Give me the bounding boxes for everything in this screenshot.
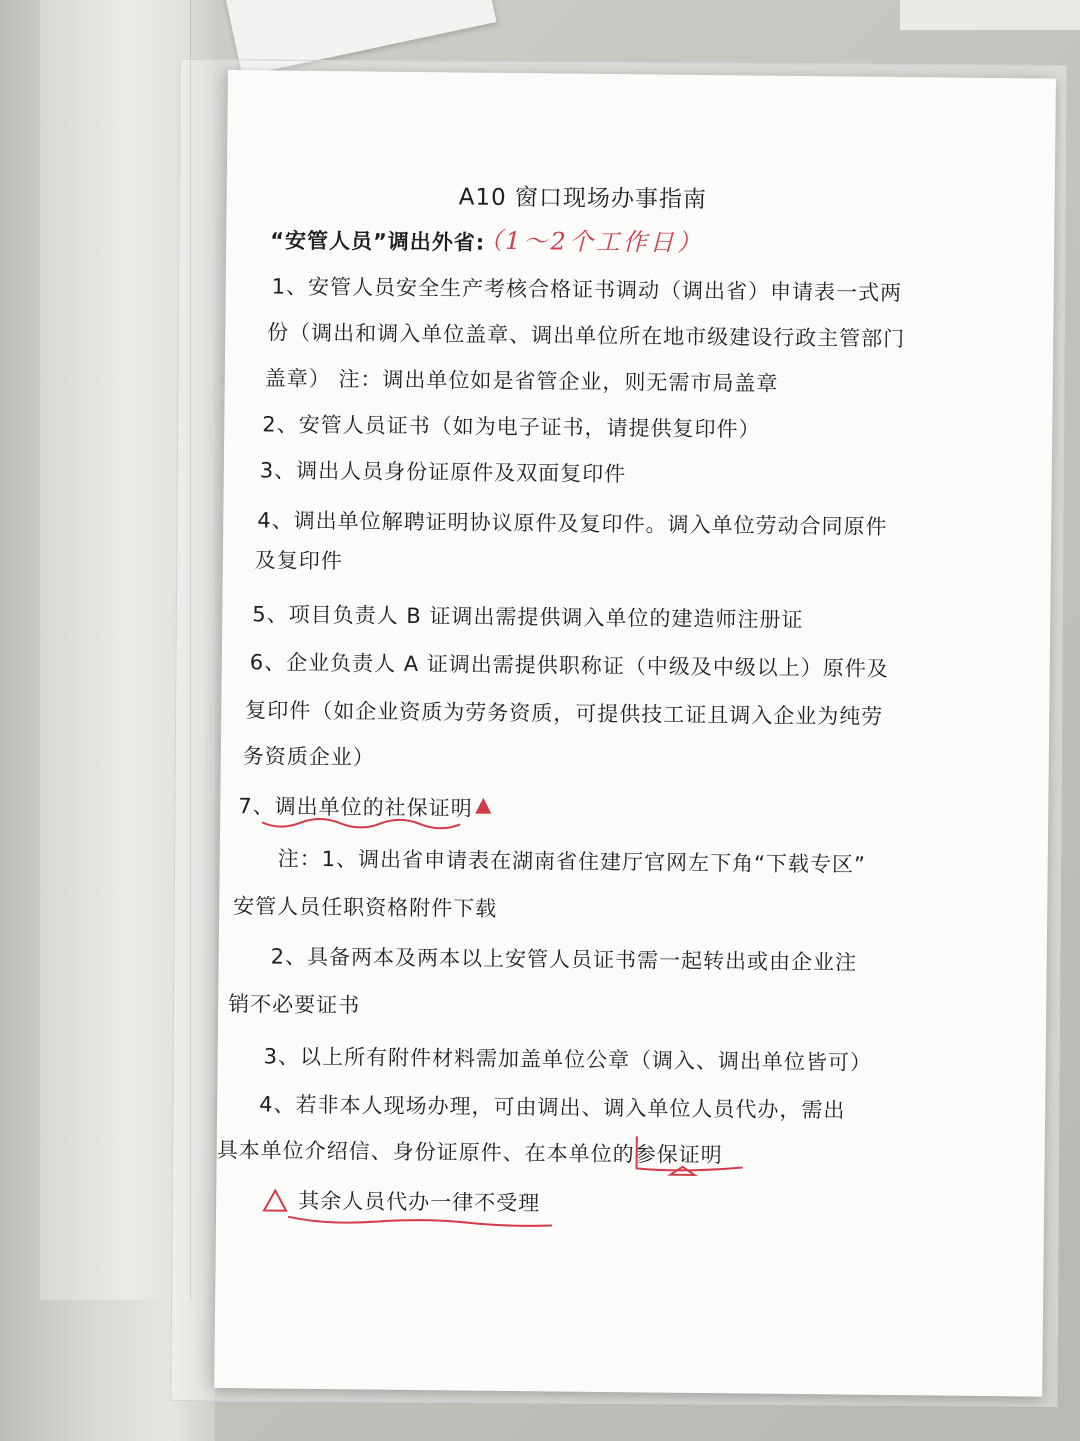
item-line-8: 5、项目负责人 B 证调出需提供调入单位的建造师注册证 [252, 602, 804, 633]
note-line-5: 3、以上所有附件材料需加盖单位公章（调入、调出单位皆可） [263, 1044, 873, 1075]
document-page [214, 70, 1056, 1397]
item-line-11: 务资质企业） [242, 744, 375, 770]
red-underline-social-security [260, 812, 490, 834]
red-circle-insurance-proof [630, 1128, 751, 1189]
item-line-4: 2、安管人员证书（如为电子证书，请提供复印件） [262, 412, 761, 442]
note-line-2: 安管人员任职资格附件下载 [233, 894, 498, 921]
section-heading: “安管人员”调出外省: [270, 228, 486, 255]
item-line-3: 盖章） 注：调出单位如是省管企业，则无需市局盖章 [264, 366, 779, 396]
item-line-5: 3、调出人员身份证原件及双面复印件 [259, 458, 627, 487]
handwritten-note-line: 其余人员代办一律不受理 [298, 1188, 541, 1216]
item-line-2: 份（调出和调入单位盖章、调出单位所在地市级建设行政主管部门 [267, 320, 906, 352]
red-warning-triangle-icon [474, 797, 492, 815]
background-paper-corner [900, 0, 1080, 30]
handwritten-duration: （1～2个工作日） [478, 226, 704, 257]
item-line-1: 1、安管人员安全生产考核合格证书调动（调出省）申请表一式两 [271, 274, 903, 306]
item-line-12: 7、调出单位的社保证明 [238, 794, 473, 821]
red-underline-note [286, 1211, 556, 1234]
page-title: A10 窗口现场办事指南 [458, 184, 708, 214]
binder-strip [40, 0, 191, 1300]
note-line-6: 4、若非本人现场办理，可由调出、调入单位人员代办，需出 [259, 1092, 846, 1123]
note-line-3: 2、具备两本及两本以上安管人员证书需一起转出或由企业注 [270, 944, 858, 975]
item-line-9: 6、企业负责人 A 证调出需提供职称证（中级及中级以上）原件及 [249, 650, 889, 681]
note-line-7: 具本单位介绍信、身份证原件、在本单位的参保证明 [216, 1137, 723, 1168]
note-line-4: 销不必要证书 [228, 992, 361, 1018]
item-line-7: 及复印件 [254, 548, 343, 574]
item-line-10: 复印件（如企业资质为劳务资质，可提供技工证且调入企业为纯劳 [245, 698, 884, 729]
item-line-6: 4、调出单位解聘证明协议原件及复印件。调入单位劳动合同原件 [257, 508, 888, 539]
red-outline-triangle-icon [262, 1188, 288, 1212]
note-line-1: 注：1、调出省申请表在湖南省住建厅官网左下角“下载专区” [277, 846, 866, 877]
